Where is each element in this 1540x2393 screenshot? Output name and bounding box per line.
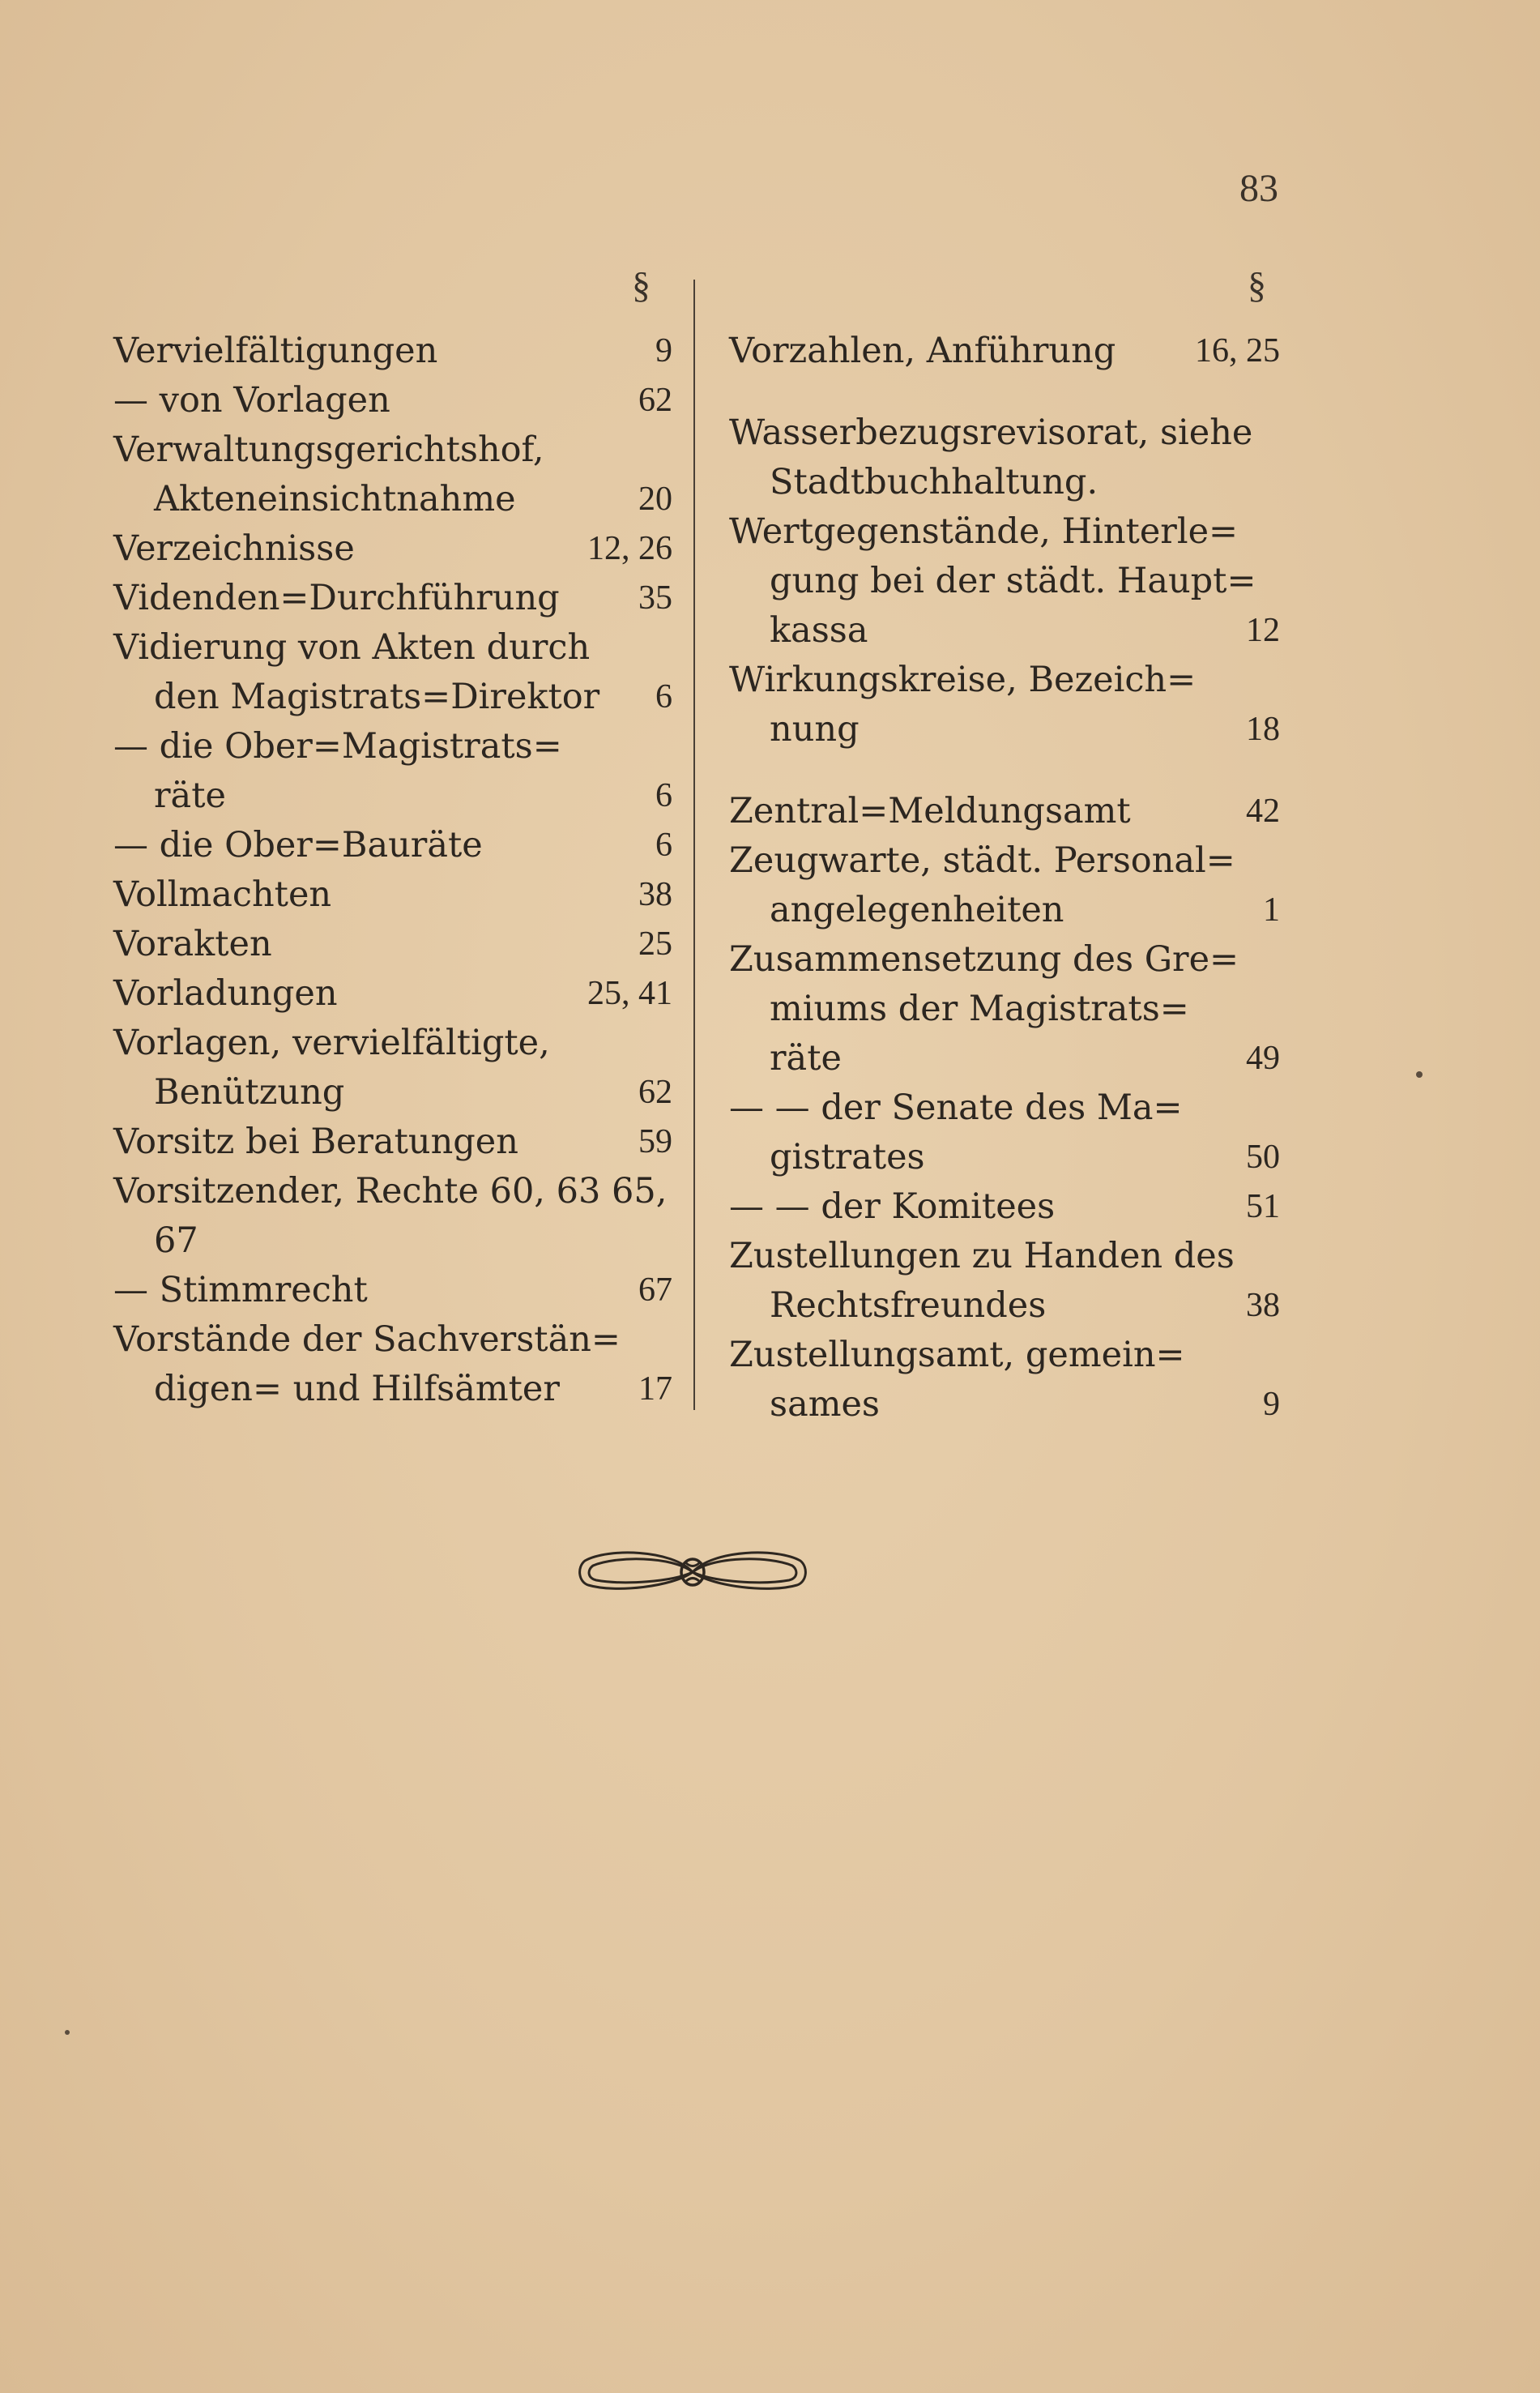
index-entry bbox=[113, 969, 672, 1019]
index-entry-text: — die Ober=Bauräte bbox=[113, 825, 483, 865]
paper-speck bbox=[1416, 1071, 1423, 1078]
index-entry bbox=[729, 1331, 1280, 1429]
entry-gap bbox=[729, 376, 1280, 408]
index-entry bbox=[113, 524, 672, 574]
index-entry bbox=[113, 1266, 672, 1315]
index-entry bbox=[729, 327, 1280, 376]
index-entry-reference: 9 bbox=[655, 332, 672, 370]
index-entry-line bbox=[729, 327, 1280, 376]
index-entry-line bbox=[113, 1266, 672, 1315]
index-entry-reference: 38 bbox=[638, 876, 672, 913]
index-entry-line bbox=[113, 771, 672, 821]
index-entry-reference: 59 bbox=[638, 1123, 672, 1160]
index-entry-text: Zustellungsamt, gemein= bbox=[729, 1335, 1185, 1375]
index-entry-line bbox=[729, 705, 1280, 754]
index-entry-line bbox=[729, 606, 1280, 656]
index-entry bbox=[729, 1232, 1280, 1331]
index-entry-text: — von Vorlagen bbox=[113, 380, 390, 421]
index-entry-line bbox=[729, 1331, 1280, 1380]
index-entry-line bbox=[113, 920, 672, 969]
index-entry-line bbox=[113, 376, 672, 425]
index-entry-text: Verzeichnisse bbox=[113, 528, 355, 569]
index-entry-text: — — der Senate des Ma= bbox=[729, 1088, 1183, 1128]
index-entry-line bbox=[729, 458, 1280, 507]
index-entry-reference: 50 bbox=[1246, 1139, 1280, 1176]
index-entry-line bbox=[729, 557, 1280, 606]
index-entry-line bbox=[729, 787, 1280, 836]
index-entry bbox=[729, 656, 1280, 754]
index-entry-reference: 25 bbox=[638, 925, 672, 963]
index-entry-reference: 20 bbox=[638, 481, 672, 518]
index-entry bbox=[113, 1167, 672, 1266]
index-entry-text: Akteneinsichtnahme bbox=[154, 479, 516, 519]
index-entry-line bbox=[113, 1019, 672, 1068]
index-entry-text: Wirkungskreise, Bezeich= bbox=[729, 660, 1197, 700]
index-entry-text: Vorladungen bbox=[113, 973, 338, 1014]
index-entry-text: Wertgegenstände, Hinterle= bbox=[729, 511, 1239, 552]
index-entry bbox=[729, 836, 1280, 935]
index-entry bbox=[113, 870, 672, 920]
index-entry-text: räte bbox=[770, 1038, 842, 1079]
index-entry-text: Zeugwarte, städt. Personal= bbox=[729, 840, 1235, 881]
index-entry-reference: 17 bbox=[638, 1370, 672, 1408]
index-entry bbox=[113, 1019, 672, 1117]
index-entry bbox=[113, 574, 672, 623]
index-entry-text: digen= und Hilfsämter bbox=[154, 1369, 560, 1409]
index-entry bbox=[113, 327, 672, 376]
index-entry-text: angelegenheiten bbox=[770, 890, 1064, 930]
index-entry-line bbox=[729, 985, 1280, 1034]
index-entry-line bbox=[729, 1232, 1280, 1281]
index-entry-text: Vorsitz bei Beratungen bbox=[113, 1122, 518, 1162]
index-entry bbox=[113, 1117, 672, 1167]
index-entry-text: Vorzahlen, Anführung bbox=[729, 331, 1116, 371]
index-entry-reference: 6 bbox=[655, 827, 672, 864]
index-entry-reference: 42 bbox=[1246, 793, 1280, 830]
page-number: 83 bbox=[1239, 167, 1278, 210]
index-entry-line bbox=[113, 524, 672, 574]
index-entry bbox=[729, 935, 1280, 1083]
index-entry bbox=[729, 408, 1280, 507]
index-entry-line bbox=[729, 1380, 1280, 1429]
index-entry-text: Zustellungen zu Handen des bbox=[729, 1236, 1235, 1276]
column-divider bbox=[693, 280, 695, 1410]
index-entry-reference: 9 bbox=[1263, 1386, 1280, 1423]
index-entry-line bbox=[113, 1167, 672, 1216]
index-entry-line bbox=[729, 1083, 1280, 1133]
index-entry-line bbox=[729, 1133, 1280, 1182]
index-entry-text: Vollmachten bbox=[113, 874, 332, 915]
index-entry-line bbox=[729, 935, 1280, 985]
index-entry-text: Verwaltungsgerichtshof, bbox=[113, 429, 544, 470]
index-entry-reference: 12, 26 bbox=[587, 530, 672, 567]
index-entry-text: — die Ober=Magistrats= bbox=[113, 726, 562, 767]
index-entry-text: Stadtbuchhaltung. bbox=[770, 462, 1098, 502]
index-entry-reference: 62 bbox=[638, 382, 672, 419]
index-entry-text: Rechtsfreundes bbox=[770, 1285, 1047, 1326]
index-entry-reference: 6 bbox=[655, 678, 672, 716]
index-entry-reference: 38 bbox=[1246, 1287, 1280, 1324]
index-entry-text: — — der Komitees bbox=[729, 1186, 1056, 1227]
index-entry-text: miums der Magistrats= bbox=[770, 989, 1189, 1029]
index-entry-text: gistrates bbox=[770, 1137, 925, 1177]
index-entry-text: den Magistrats=Direktor bbox=[154, 677, 600, 717]
index-entry-text: Vorakten bbox=[113, 924, 272, 964]
index-entry-line bbox=[113, 821, 672, 870]
index-entry-text: Videnden=Durchführung bbox=[113, 578, 560, 618]
index-entry-line bbox=[729, 656, 1280, 705]
index-entry-line bbox=[729, 507, 1280, 557]
index-entry-reference: 16, 25 bbox=[1195, 332, 1280, 370]
index-entry-reference: 6 bbox=[655, 777, 672, 814]
index-entry-line bbox=[113, 1365, 672, 1414]
index-entry-line bbox=[729, 408, 1280, 458]
index-entry bbox=[729, 1083, 1280, 1182]
index-entry-line bbox=[113, 425, 672, 475]
index-entry-line bbox=[113, 1315, 672, 1365]
index-entry bbox=[113, 821, 672, 870]
index-entry-reference: 35 bbox=[638, 579, 672, 617]
index-entry-line bbox=[113, 969, 672, 1019]
index-entry bbox=[113, 920, 672, 969]
index-entry-text: gung bei der städt. Haupt= bbox=[770, 561, 1256, 601]
index-entry-reference: 25, 41 bbox=[587, 975, 672, 1012]
index-entry-text: Vorsitzender, Rechte 60, 63 65, bbox=[113, 1171, 668, 1211]
index-entry-text: — Stimmrecht bbox=[113, 1270, 368, 1310]
right-entries bbox=[729, 327, 1280, 1429]
index-entry-reference: 18 bbox=[1246, 711, 1280, 748]
index-entry-line bbox=[113, 722, 672, 771]
index-entry-line bbox=[113, 623, 672, 673]
index-entry-reference: 12 bbox=[1246, 612, 1280, 649]
index-entry-line bbox=[729, 1034, 1280, 1083]
index-entry-line bbox=[729, 1281, 1280, 1331]
index-entry bbox=[113, 1315, 672, 1414]
index-entry-reference: 67 bbox=[638, 1271, 672, 1309]
index-entry bbox=[113, 722, 672, 821]
index-entry bbox=[113, 425, 672, 524]
index-entry bbox=[113, 623, 672, 722]
index-entry-reference: 62 bbox=[638, 1074, 672, 1111]
index-entry-line bbox=[113, 327, 672, 376]
index-entry-line bbox=[113, 1117, 672, 1167]
index-entry-text: räte bbox=[154, 776, 226, 816]
index-entry-text: 67 bbox=[154, 1220, 198, 1261]
index-entry-text: Vidierung von Akten durch bbox=[113, 627, 591, 668]
index-entry-text: sames bbox=[770, 1384, 880, 1425]
index-entry-line bbox=[113, 673, 672, 722]
index-entry-text: nung bbox=[770, 709, 860, 750]
index-entry bbox=[729, 507, 1280, 656]
index-entry-text: Vorlagen, vervielfältigte, bbox=[113, 1023, 550, 1063]
index-entry-text: Vorstände der Sachverstän= bbox=[113, 1319, 621, 1360]
index-entry bbox=[113, 376, 672, 425]
index-entry-line bbox=[729, 1182, 1280, 1232]
index-entry-line bbox=[729, 836, 1280, 886]
index-entry-line bbox=[113, 1068, 672, 1117]
index-entry-reference: 1 bbox=[1263, 891, 1280, 929]
index-entry-reference: 51 bbox=[1246, 1188, 1280, 1225]
index-entry-line bbox=[729, 886, 1280, 935]
index-entry-text: kassa bbox=[770, 610, 868, 651]
entry-gap bbox=[729, 754, 1280, 787]
index-entry-line bbox=[113, 1216, 672, 1266]
index-entry-line bbox=[113, 475, 672, 524]
index-entry-text: Benützung bbox=[154, 1072, 345, 1113]
left-entries bbox=[113, 327, 672, 1414]
index-entry-text: Wasserbezugsrevisorat, siehe bbox=[729, 412, 1253, 453]
index-entry bbox=[729, 787, 1280, 836]
index-entry-line bbox=[113, 870, 672, 920]
index-entry-text: Vervielfältigungen bbox=[113, 331, 438, 371]
index-entry-reference: 49 bbox=[1246, 1040, 1280, 1077]
index-entry bbox=[729, 1182, 1280, 1232]
index-entry-line bbox=[113, 574, 672, 623]
index-entry-text: Zentral=Meldungsamt bbox=[729, 791, 1131, 831]
ribbon-bow-ornament-icon bbox=[575, 1540, 810, 1605]
section-sign-right: § bbox=[1248, 264, 1266, 306]
paper-speck bbox=[65, 2030, 70, 2035]
section-sign-left: § bbox=[632, 264, 651, 306]
index-entry-text: Zusammensetzung des Gre= bbox=[729, 939, 1239, 980]
